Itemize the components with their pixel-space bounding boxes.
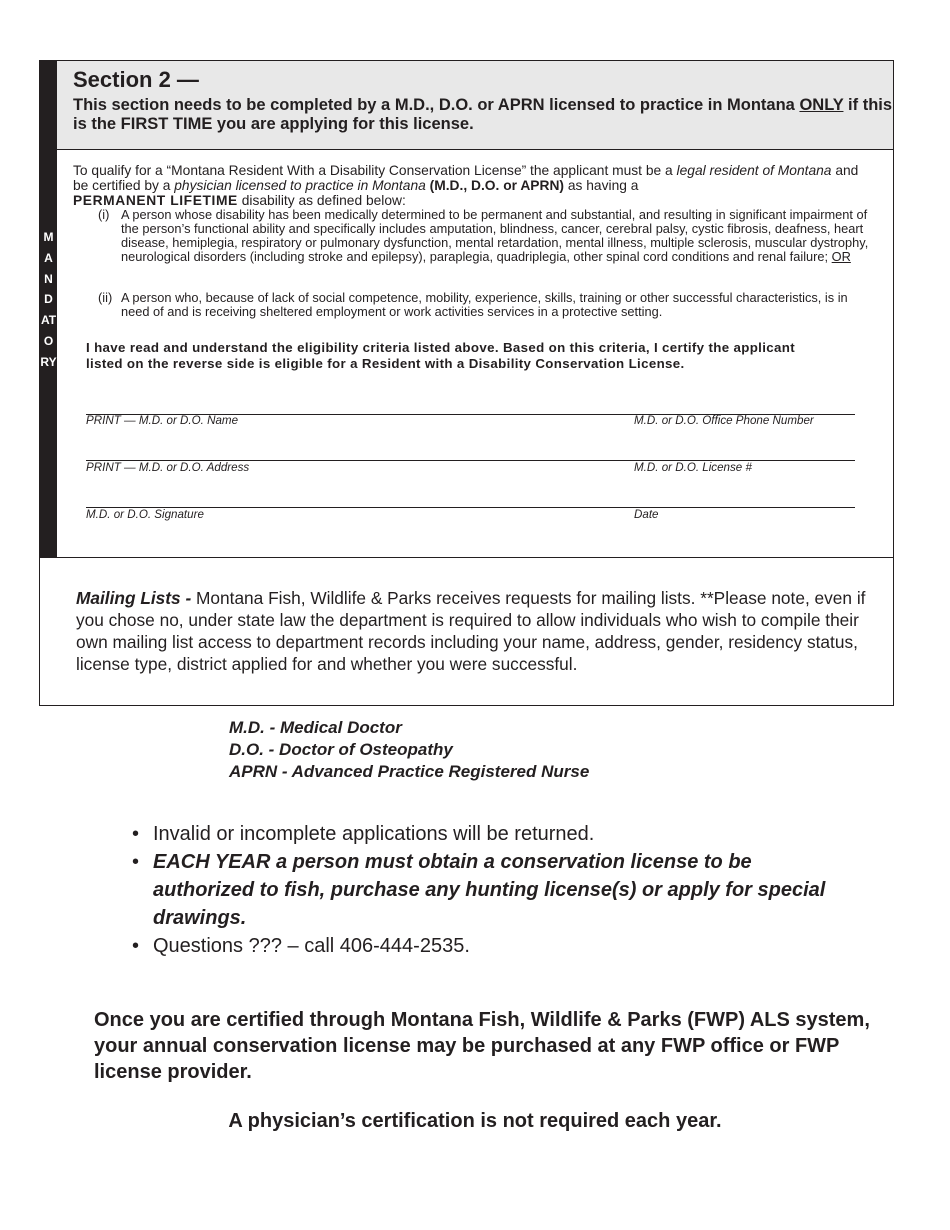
certification-info: Once you are certified through Montana Fish, Wildlife & Parks (FWP) ALS system, your annual conservation license may be purchased at any FWP office or FWP license provider.	[94, 1009, 870, 1083]
bullet-icon: •	[132, 851, 140, 873]
mailing-lists-text	[76, 587, 876, 675]
abbreviation-aprn: APRN - Advanced Practice Registered Nurse	[229, 762, 590, 781]
criterion-text	[121, 208, 873, 264]
note-text: Invalid or incomplete applications will be returned.	[153, 823, 595, 845]
intro-text-8: disability as defined below:	[237, 193, 406, 208]
criterion-number: (i)	[98, 207, 110, 222]
intro-credentials: (M.D., D.O. or APRN)	[425, 178, 565, 193]
criterion-number: (ii)	[98, 290, 113, 305]
intro-text-3: and be certified by a	[73, 163, 859, 193]
criterion-text: A person who, because of lack of social competence, mobility, experience, skills, training or other successful characteristics, is in need of and is receiving sheltered employment or work activities services in a protective setting.	[121, 290, 848, 319]
section-2-header	[57, 61, 893, 150]
criterion-i-body: A person whose disability has been medically determined to be permanent and substantial, and resulting in significant impairment of the person’s functional ability and specifically includes amputation, blindness, cancer, cerebral palsy, cystic fibrosis, deafness, heart disease, hemiplegia, respiratory or pulmonary dysfunction, mental retardation, mental illness, multiple sclerosis, muscular dystrophy, neurological disorders (including stroke and epilepsy), paraplegia, quadriplegia, other spinal cord conditions and renal failure;	[121, 207, 869, 264]
list-item	[132, 848, 852, 932]
mailing-lists-box	[39, 557, 894, 706]
section-subtitle	[73, 96, 893, 134]
section-2-box	[39, 60, 894, 558]
intro-text-6: as having a	[564, 178, 639, 193]
note-text: Questions ??? – call 406-444-2535.	[153, 935, 470, 957]
intro-text-1: To qualify for a “Montana Resident With a Disability Conservation License” the applicant must be a	[73, 163, 677, 178]
mailing-lists-body: Montana Fish, Wildlife & Parks receives requests for mailing lists. **Please note, even if you chose no, under state law the department is required to allow individuals who wish to compile their own mailing list access to department records including your name, address, gender, residency status, license type, district applied for and whether you were successful.	[76, 588, 866, 674]
certification-statement: I have read and understand the eligibility criteria listed above. Based on this criteria, I certify the applicant listed on the reverse side is eligible for a Resident with a Disability Conservation License.	[86, 340, 796, 371]
eligibility-intro	[73, 163, 863, 208]
notes-list	[132, 820, 852, 960]
mandatory-sidebar	[40, 61, 57, 557]
abbreviation-do: D.O. - Doctor of Osteopathy	[229, 740, 453, 759]
list-item	[132, 932, 852, 960]
list-item	[132, 820, 852, 848]
subtitle-part-1: This section needs to be completed by a M.D., D.O. or APRN licensed to practice in Montana	[73, 96, 800, 114]
intro-physician: physician licensed to practice in Montana	[174, 178, 426, 193]
section-title: Section 2 —	[73, 67, 199, 92]
bullet-icon: •	[132, 935, 140, 957]
bullet-icon: •	[132, 823, 140, 845]
signature-label: M.D. or D.O. Signature	[86, 508, 204, 521]
office-phone-label: M.D. or D.O. Office Phone Number	[634, 414, 814, 427]
final-note: A physician’s certification is not required each year.	[228, 1110, 722, 1132]
note-text: EACH YEAR a person must obtain a conservation license to be authorized to fish, purchase any hunting license(s) or apply for special drawings.	[153, 851, 826, 929]
abbreviations	[229, 717, 589, 783]
subtitle-only: ONLY	[799, 96, 844, 114]
physician-name-label: PRINT — M.D. or D.O. Name	[86, 414, 239, 427]
subtitle-part-2: if this is the FIRST TIME you are applying for this license.	[73, 96, 893, 133]
date-label: Date	[634, 508, 659, 521]
intro-legal-resident: legal resident of Montana	[676, 163, 832, 178]
mandatory-label: MANDATORY	[40, 230, 57, 369]
criterion-or: OR	[831, 249, 851, 264]
mailing-lists-lead: Mailing Lists -	[76, 588, 192, 608]
intro-permanent-lifetime: PERMANENT LIFETIME	[73, 193, 238, 208]
license-number-label: M.D. or D.O. License #	[634, 461, 752, 474]
physician-address-label: PRINT — M.D. or D.O. Address	[86, 461, 250, 474]
abbreviation-md: M.D. - Medical Doctor	[229, 718, 402, 737]
